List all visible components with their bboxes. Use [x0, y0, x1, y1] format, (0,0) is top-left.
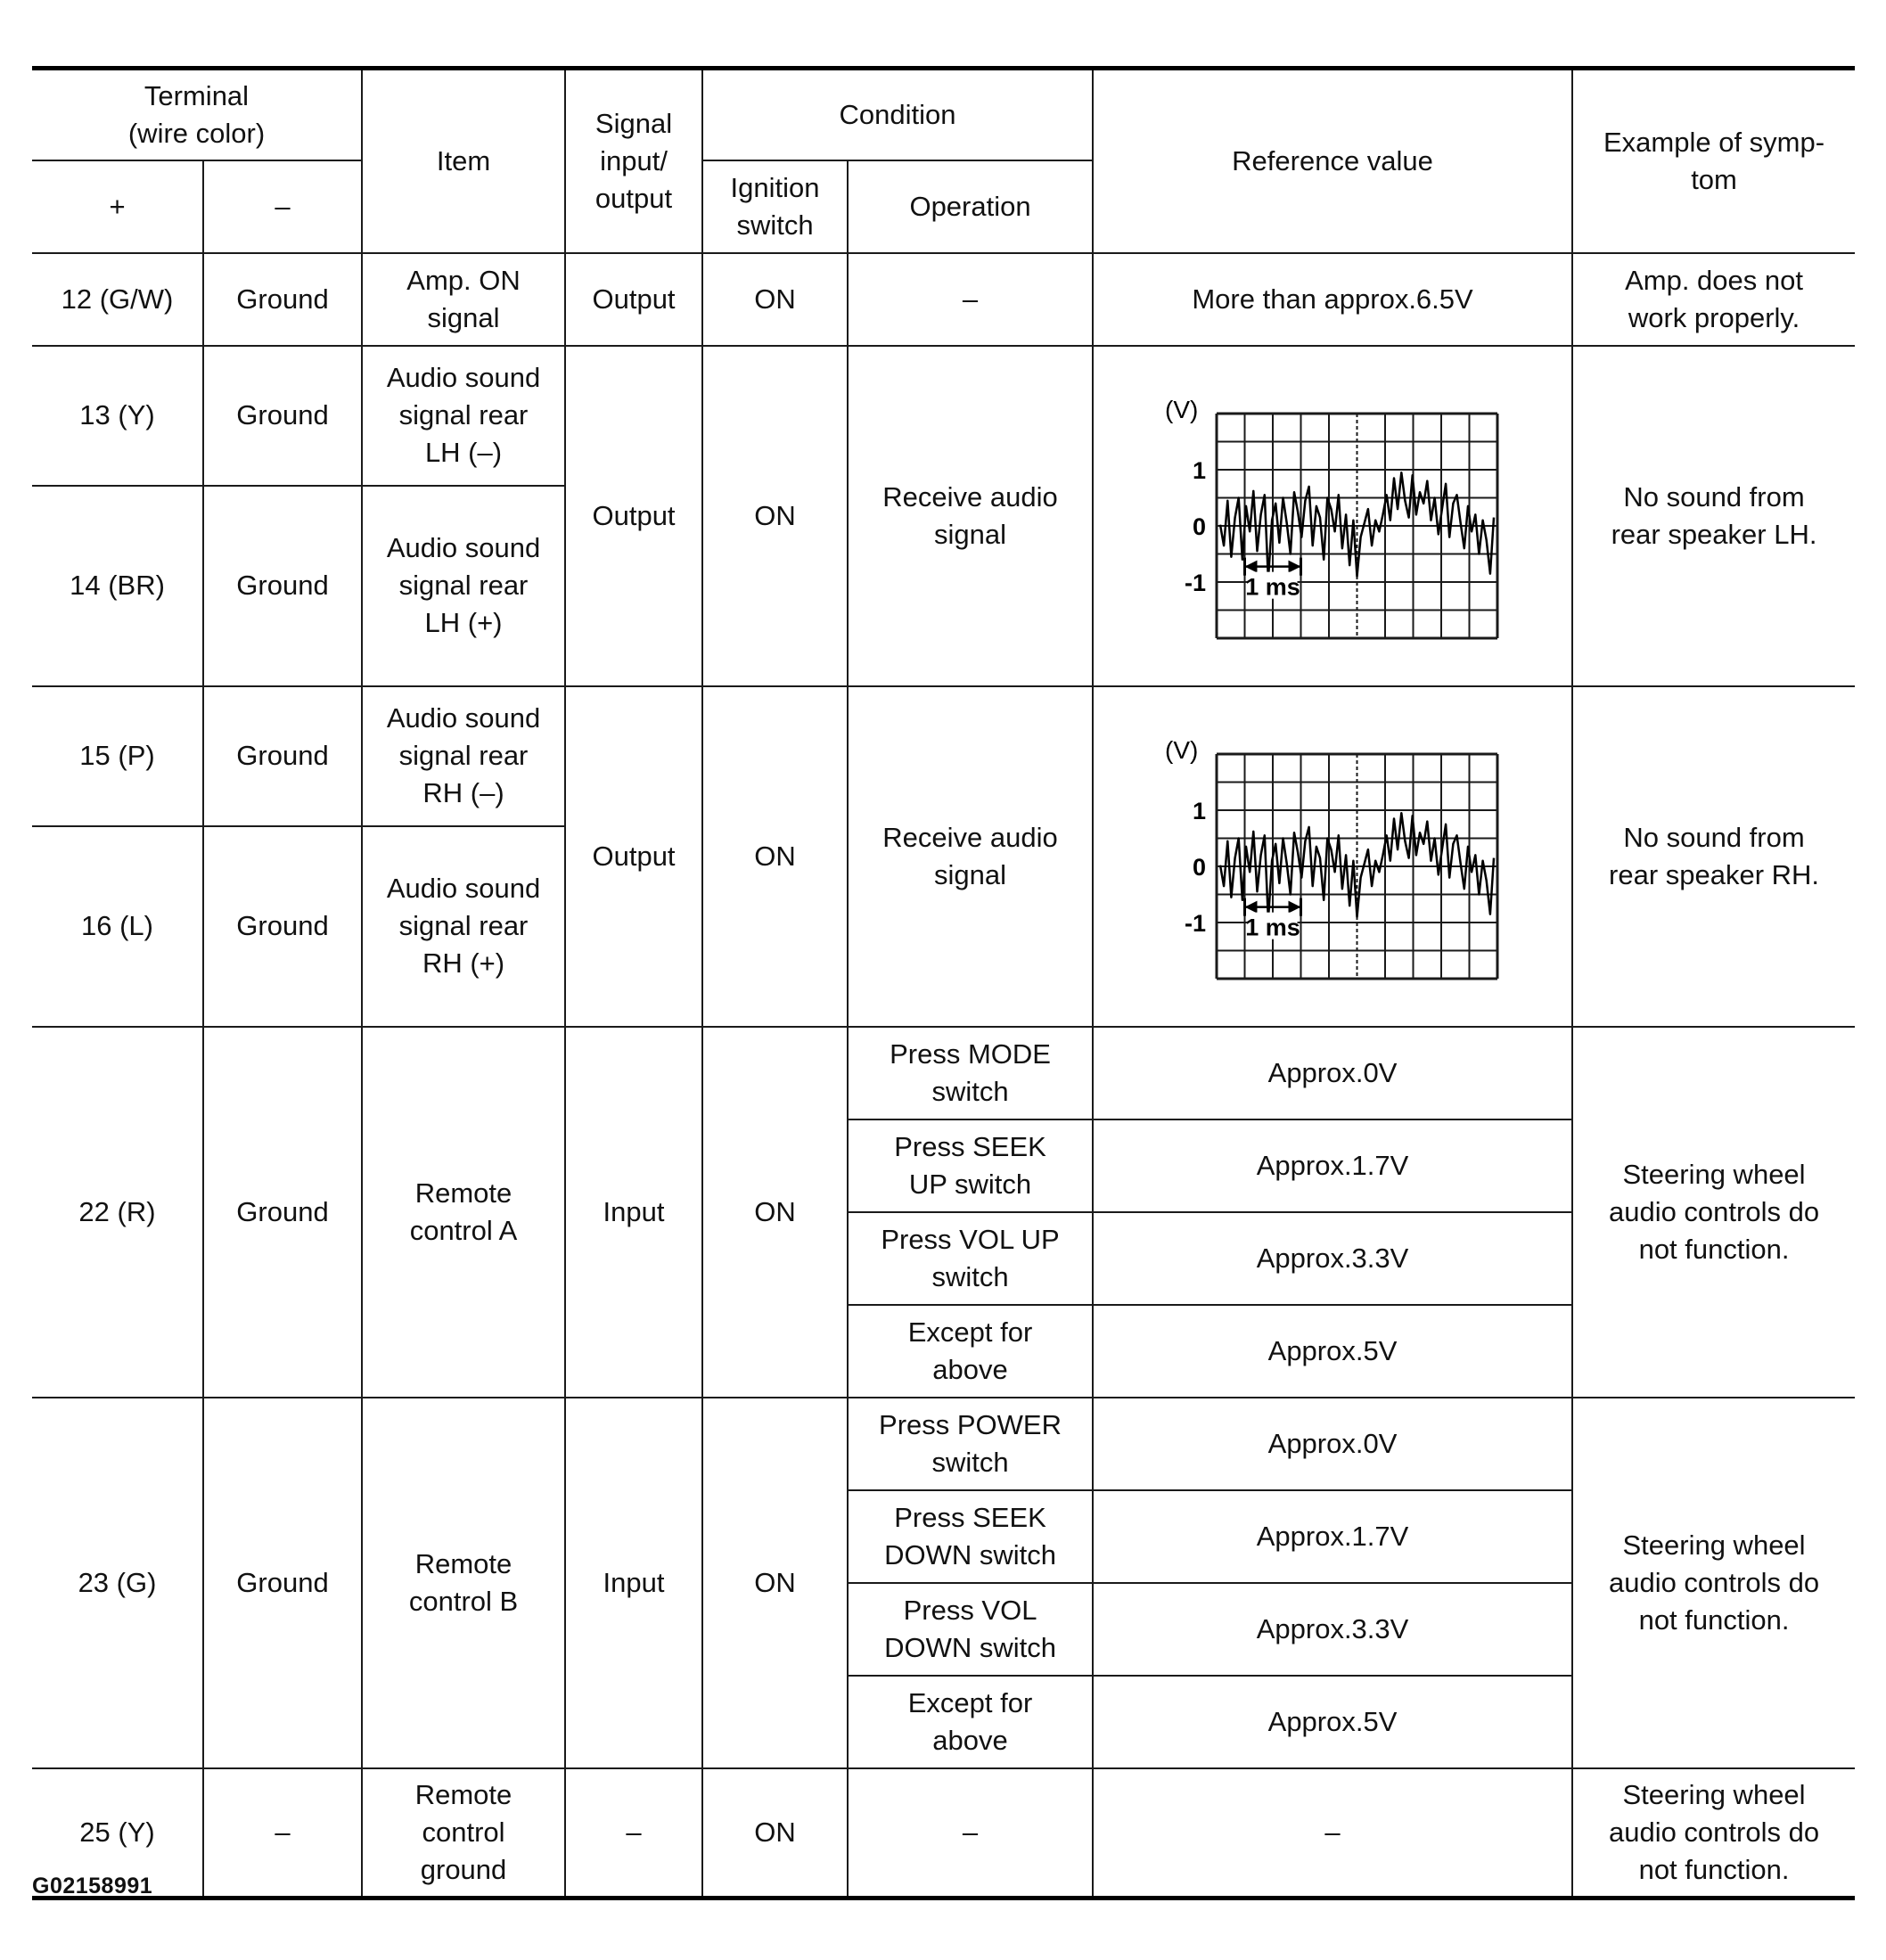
header-terminal-plus: + — [32, 160, 203, 253]
item-cell: Audio sound signal rear RH (+) — [362, 826, 565, 1026]
table-row — [32, 346, 1855, 487]
terminal-plus: 23 (G) — [32, 1398, 203, 1768]
signal-cell: Output — [565, 686, 702, 1027]
reference-cell: Approx.3.3V — [1093, 1212, 1572, 1305]
terminal-table-sheet — [32, 66, 1855, 1900]
operation-cell: Press VOL DOWN switch — [848, 1583, 1093, 1676]
reference-waveform-cell — [1093, 686, 1572, 1027]
reference-cell: Approx.0V — [1093, 1398, 1572, 1490]
table-row — [32, 253, 1855, 346]
operation-cell: Except for above — [848, 1305, 1093, 1398]
header-signal-io: Signal input/ output — [565, 69, 702, 253]
reference-cell: Approx.1.7V — [1093, 1490, 1572, 1583]
reference-waveform-cell — [1093, 346, 1572, 686]
terminal-plus: 13 (Y) — [32, 346, 203, 487]
reference-cell: Approx.0V — [1093, 1027, 1572, 1119]
item-cell: Audio sound signal rear LH (+) — [362, 486, 565, 685]
y-tick-label: 0 — [1193, 513, 1207, 540]
y-tick-label: -1 — [1185, 569, 1207, 596]
item-cell: Remote control A — [362, 1027, 565, 1398]
reference-cell: Approx.1.7V — [1093, 1119, 1572, 1212]
audio-signal-waveform — [1163, 732, 1502, 981]
time-scale-label: 1 ms — [1245, 573, 1300, 601]
example-cell: No sound from rear speaker LH. — [1572, 346, 1855, 686]
reference-cell: – — [1093, 1768, 1572, 1898]
example-cell: Steering wheel audio controls do not function. — [1572, 1398, 1855, 1768]
time-marker-arrow — [1245, 900, 1258, 913]
terminal-minus: Ground — [203, 826, 362, 1026]
operation-cell: – — [848, 253, 1093, 346]
item-cell: Remote control ground — [362, 1768, 565, 1898]
figure-code: G02158991 — [32, 1874, 153, 1898]
reference-cell: Approx.3.3V — [1093, 1583, 1572, 1676]
operation-cell: Press MODE switch — [848, 1027, 1093, 1119]
example-cell: Amp. does not work properly. — [1572, 253, 1855, 346]
table-row — [32, 1027, 1855, 1119]
ignition-cell: ON — [702, 1398, 848, 1768]
operation-cell: Press VOL UP switch — [848, 1212, 1093, 1305]
terminal-minus: – — [203, 1768, 362, 1898]
table-row — [32, 1768, 1855, 1898]
ignition-cell: ON — [702, 1768, 848, 1898]
y-tick-label: 1 — [1193, 797, 1207, 824]
header-ignition-switch: Ignition switch — [702, 160, 848, 253]
operation-cell: Receive audio signal — [848, 346, 1093, 686]
operation-cell: Press POWER switch — [848, 1398, 1093, 1490]
time-scale-label: 1 ms — [1245, 914, 1300, 941]
operation-cell: Receive audio signal — [848, 686, 1093, 1027]
axis-unit-label: (V) — [1165, 735, 1199, 764]
terminal-plus: 12 (G/W) — [32, 253, 203, 346]
header-terminal-minus: – — [203, 160, 362, 253]
terminal-minus: Ground — [203, 486, 362, 685]
signal-cell: Output — [565, 346, 702, 686]
ignition-cell: ON — [702, 346, 848, 686]
terminal-plus: 16 (L) — [32, 826, 203, 1026]
item-cell: Amp. ON signal — [362, 253, 565, 346]
y-tick-label: 1 — [1193, 456, 1207, 484]
item-cell: Audio sound signal rear LH (–) — [362, 346, 565, 487]
audio-signal-waveform — [1163, 391, 1502, 641]
header-reference-value: Reference value — [1093, 69, 1572, 253]
header-condition: Condition — [702, 69, 1093, 160]
signal-cell: – — [565, 1768, 702, 1898]
time-marker-arrow — [1245, 560, 1258, 572]
ignition-cell: ON — [702, 686, 848, 1027]
y-tick-label: 0 — [1193, 853, 1207, 881]
y-tick-label: -1 — [1185, 909, 1207, 937]
table-row — [32, 686, 1855, 827]
operation-cell: Press SEEK DOWN switch — [848, 1490, 1093, 1583]
terminal-minus: Ground — [203, 686, 362, 827]
example-cell: Steering wheel audio controls do not function. — [1572, 1768, 1855, 1898]
signal-cell: Output — [565, 253, 702, 346]
terminal-plus: 14 (BR) — [32, 486, 203, 685]
terminal-plus: 25 (Y) — [32, 1768, 203, 1898]
example-cell: Steering wheel audio controls do not function. — [1572, 1027, 1855, 1398]
reference-cell: Approx.5V — [1093, 1676, 1572, 1768]
terminal-plus: 15 (P) — [32, 686, 203, 827]
terminal-minus: Ground — [203, 1398, 362, 1768]
terminal-minus: Ground — [203, 346, 362, 487]
terminal-minus: Ground — [203, 253, 362, 346]
operation-cell: Except for above — [848, 1676, 1093, 1768]
item-cell: Audio sound signal rear RH (–) — [362, 686, 565, 827]
signal-cell: Input — [565, 1398, 702, 1768]
example-cell: No sound from rear speaker RH. — [1572, 686, 1855, 1027]
header-example-of-symptom: Example of symp- tom — [1572, 69, 1855, 253]
reference-cell: Approx.5V — [1093, 1305, 1572, 1398]
terminal-minus: Ground — [203, 1027, 362, 1398]
time-marker-arrow — [1289, 560, 1301, 572]
ignition-cell: ON — [702, 1027, 848, 1398]
terminal-plus: 22 (R) — [32, 1027, 203, 1398]
header-operation: Operation — [848, 160, 1093, 253]
table-row — [32, 1398, 1855, 1490]
header-item: Item — [362, 69, 565, 253]
header-terminal: Terminal (wire color) — [32, 69, 362, 160]
ignition-cell: ON — [702, 253, 848, 346]
terminal-reference-table — [32, 66, 1855, 1900]
signal-cell: Input — [565, 1027, 702, 1398]
axis-unit-label: (V) — [1165, 395, 1199, 423]
operation-cell: Press SEEK UP switch — [848, 1119, 1093, 1212]
time-marker-arrow — [1289, 900, 1301, 913]
item-cell: Remote control B — [362, 1398, 565, 1768]
reference-cell: More than approx.6.5V — [1093, 253, 1572, 346]
operation-cell: – — [848, 1768, 1093, 1898]
